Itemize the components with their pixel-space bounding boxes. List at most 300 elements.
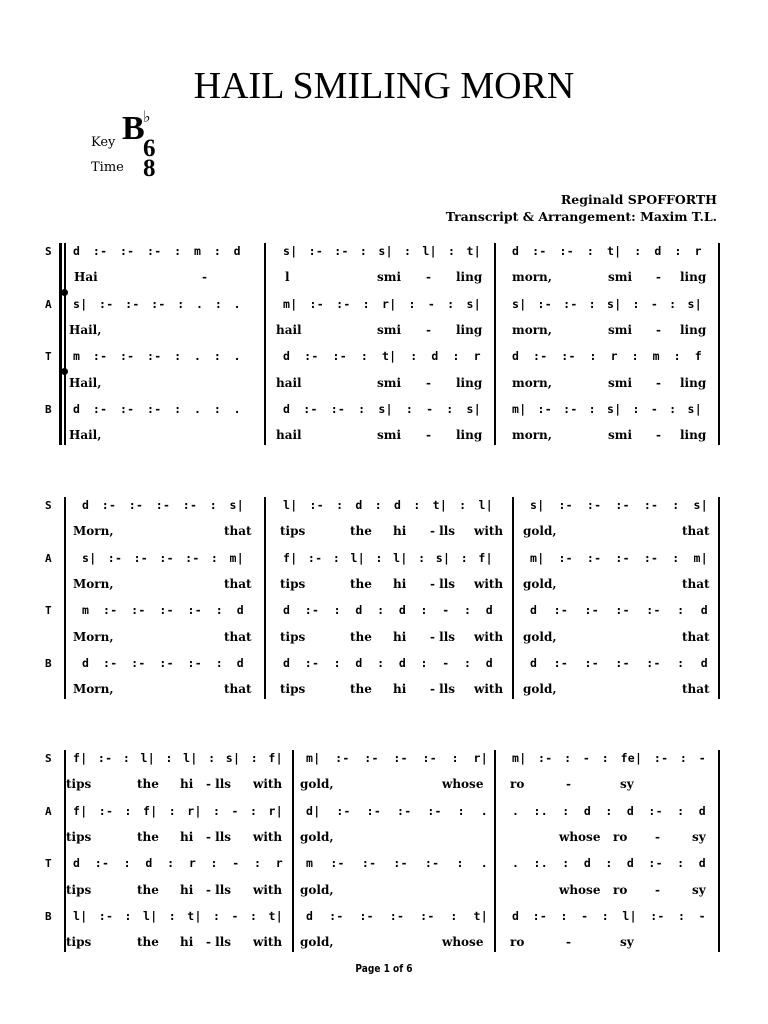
note-token: d xyxy=(398,603,407,618)
note-token: : xyxy=(405,401,414,416)
measure-notes xyxy=(306,855,488,871)
measure-notes xyxy=(512,243,702,259)
note-token: :- xyxy=(102,655,118,670)
note-token: :- xyxy=(653,751,669,765)
note-token: - xyxy=(698,908,706,923)
lyric-syllable: ling xyxy=(680,375,707,390)
lyric-syllable: gold, xyxy=(300,935,334,950)
note-token: :- xyxy=(393,751,408,765)
note-token: :- xyxy=(335,751,350,765)
lyric-syllable: - lls xyxy=(430,524,456,539)
lyric-syllable: - xyxy=(656,428,661,443)
note-token: s| xyxy=(466,401,481,416)
note-token: :- xyxy=(119,401,135,416)
note-token: : xyxy=(362,296,370,311)
lyric-syllable: hi xyxy=(393,682,407,697)
lyric-syllable: that xyxy=(682,576,710,591)
score-system xyxy=(0,497,768,707)
notes-row-a xyxy=(0,296,768,312)
lyric-syllable: morn, xyxy=(512,375,552,390)
note-token: d xyxy=(236,655,244,670)
note-token: . xyxy=(233,401,241,416)
lyric-syllable: smi xyxy=(608,375,633,390)
note-token: : xyxy=(167,856,175,871)
note-token: d xyxy=(145,856,153,871)
note-token: : xyxy=(634,244,642,258)
note-token: :- xyxy=(563,296,578,311)
lyric-syllable: ling xyxy=(680,322,707,337)
lyric-syllable: - lls xyxy=(430,576,456,591)
lyric-syllable: - lls xyxy=(206,882,232,897)
note-token: s| xyxy=(283,244,298,258)
note-token: :- xyxy=(646,603,661,618)
note-token: : xyxy=(669,296,677,311)
lyric-syllable: hi xyxy=(180,829,194,844)
note-token: d xyxy=(355,498,363,512)
note-token: : xyxy=(212,908,221,923)
note-token: :- xyxy=(159,550,174,565)
note-token: : xyxy=(677,603,685,618)
note-token: : xyxy=(672,498,680,512)
note-token: :- xyxy=(187,603,202,618)
voice-label-t: T xyxy=(45,350,52,364)
note-token: :- xyxy=(119,244,135,258)
measure-notes xyxy=(283,348,481,364)
note-token: :- xyxy=(366,803,382,818)
measure-notes xyxy=(283,296,481,312)
lyric-syllable: tips xyxy=(280,629,306,644)
lyric-syllable: ling xyxy=(456,375,483,390)
note-token: m| xyxy=(693,550,708,565)
lyric-syllable: that xyxy=(682,524,710,539)
lyric-syllable: the xyxy=(137,829,159,844)
note-token: : xyxy=(212,803,221,818)
lyric-syllable: Hail, xyxy=(69,322,102,337)
note-token: : xyxy=(209,498,217,512)
note-token: f| xyxy=(142,803,158,818)
measure-notes xyxy=(283,602,493,618)
measure-notes xyxy=(73,296,241,312)
note-token: :- xyxy=(615,655,630,670)
lyric-syllable: - xyxy=(426,270,431,285)
measure-notes xyxy=(512,855,706,871)
lyrics-row-a xyxy=(0,576,768,592)
note-token: l| xyxy=(422,244,437,258)
note-token: :- xyxy=(330,856,345,871)
note-token: d xyxy=(431,349,439,364)
notes-row-s xyxy=(0,750,768,766)
note-token: m xyxy=(306,856,314,871)
lyric-syllable: - xyxy=(655,829,660,844)
note-token: : xyxy=(250,908,258,923)
lyrics-row-s xyxy=(0,776,768,792)
measure-notes xyxy=(530,602,708,618)
lyrics-row-t xyxy=(0,882,768,898)
measure-notes xyxy=(512,908,706,924)
note-token: s| xyxy=(225,751,241,765)
lyric-syllable: - xyxy=(566,935,571,950)
note-token: :- xyxy=(558,498,573,512)
note-token: . xyxy=(480,803,488,818)
lyrics-row-b xyxy=(0,681,768,697)
note-token: d xyxy=(73,401,81,416)
note-token: :- xyxy=(537,401,552,416)
lyric-syllable: tips xyxy=(66,935,92,950)
note-token: m| xyxy=(512,751,527,765)
note-token: :- xyxy=(359,908,374,923)
note-token: d xyxy=(700,603,708,618)
note-token: d xyxy=(82,655,90,670)
note-token: : xyxy=(174,244,182,258)
note-token: : xyxy=(377,655,385,670)
note-token: d xyxy=(626,856,635,871)
note-token: d xyxy=(512,908,520,923)
lyric-syllable: Hai xyxy=(74,270,98,285)
note-token: :- xyxy=(584,603,599,618)
note-token: . xyxy=(480,856,488,871)
note-token: d xyxy=(398,655,407,670)
note-token: r| xyxy=(187,803,202,818)
lyric-syllable: ro xyxy=(613,829,628,844)
note-token: :- xyxy=(336,803,351,818)
note-token: : xyxy=(215,655,223,670)
note-token: : xyxy=(562,856,570,871)
note-token: : xyxy=(451,751,459,765)
note-token: :- xyxy=(424,856,440,871)
note-token: : xyxy=(174,401,182,416)
lyric-syllable: that xyxy=(224,682,252,697)
note-token: :- xyxy=(364,751,379,765)
lyric-syllable: smi xyxy=(377,270,402,285)
note-token: : xyxy=(124,803,132,818)
note-token: : xyxy=(450,908,458,923)
note-token: : xyxy=(403,244,412,258)
lyrics-row-b xyxy=(0,427,768,443)
note-token: f| xyxy=(73,803,88,818)
note-token: d| xyxy=(306,803,321,818)
note-token: : xyxy=(588,296,596,311)
note-token: :- xyxy=(308,244,324,258)
note-token: :- xyxy=(643,498,659,512)
note-token: :- xyxy=(646,655,661,670)
notes-row-a xyxy=(0,550,768,566)
note-token: s| xyxy=(693,498,708,512)
voice-label-s: S xyxy=(45,499,52,512)
lyric-syllable: hi xyxy=(393,524,407,539)
note-token: : xyxy=(677,655,685,670)
lyric-syllable: hi xyxy=(180,935,194,950)
lyric-syllable: tips xyxy=(280,576,306,591)
voice-label-s: S xyxy=(45,245,52,258)
note-token: : xyxy=(586,244,595,258)
lyric-syllable: - xyxy=(656,322,661,337)
note-token: :- xyxy=(559,244,574,258)
note-token: d xyxy=(485,655,493,670)
note-token: :- xyxy=(155,498,171,512)
note-token: :- xyxy=(393,856,408,871)
lyric-syllable: smi xyxy=(608,322,633,337)
note-token: :- xyxy=(147,401,162,416)
voice-label-t: T xyxy=(45,604,52,618)
measure-notes xyxy=(73,803,283,819)
note-token: : xyxy=(677,856,685,871)
note-token: : xyxy=(168,803,176,818)
measure-notes xyxy=(73,855,283,871)
note-token: : xyxy=(332,550,341,565)
note-token: r| xyxy=(473,751,488,765)
note-token: : xyxy=(408,296,416,311)
time-signature-bottom: 8 xyxy=(143,155,156,182)
lyric-syllable: the xyxy=(350,576,372,591)
lyric-syllable: gold, xyxy=(523,576,557,591)
note-token: :- xyxy=(304,603,320,618)
note-token: : xyxy=(463,603,472,618)
lyric-syllable: gold, xyxy=(523,629,557,644)
lyric-syllable: tips xyxy=(280,682,306,697)
lyric-syllable: ling xyxy=(456,270,483,285)
note-token: : xyxy=(460,550,468,565)
measure-notes xyxy=(73,348,241,364)
note-token: :- xyxy=(131,655,146,670)
note-token: :- xyxy=(128,498,144,512)
note-token: : xyxy=(358,401,366,416)
lyric-syllable: gold, xyxy=(523,524,557,539)
lyric-syllable: ro xyxy=(510,935,525,950)
note-token: : xyxy=(420,603,428,618)
lyric-syllable: that xyxy=(224,629,252,644)
note-token: . xyxy=(193,349,202,364)
note-token: :- xyxy=(159,655,174,670)
measure-notes xyxy=(530,497,708,513)
lyric-syllable: that xyxy=(682,682,710,697)
note-token: d xyxy=(530,603,538,618)
note-token: :- xyxy=(532,908,548,923)
lyric-syllable: ling xyxy=(456,322,483,337)
lyric-syllable: that xyxy=(224,576,252,591)
lyric-syllable: - xyxy=(426,322,431,337)
lyric-syllable: smi xyxy=(608,270,633,285)
note-token: d xyxy=(233,244,241,258)
note-token: : xyxy=(168,908,176,923)
note-token: :- xyxy=(102,603,118,618)
measure-notes xyxy=(73,401,241,417)
note-token: : xyxy=(456,856,464,871)
lyric-syllable: the xyxy=(137,777,159,792)
note-token: : xyxy=(360,349,369,364)
lyric-syllable: smi xyxy=(377,375,402,390)
note-token: : xyxy=(589,349,597,364)
note-token: : xyxy=(215,603,223,618)
note-token: d xyxy=(283,349,291,364)
lyric-syllable: hi xyxy=(180,777,194,792)
note-token: m xyxy=(82,603,90,618)
lyric-syllable: sy xyxy=(620,777,634,792)
note-token: f| xyxy=(73,751,88,765)
note-token: :- xyxy=(304,349,319,364)
voice-label-s: S xyxy=(45,752,52,765)
lyric-syllable: tips xyxy=(280,524,306,539)
note-token: :- xyxy=(131,603,146,618)
lyric-syllable: tips xyxy=(66,882,92,897)
note-token: f| xyxy=(283,550,298,565)
lyric-syllable: whose xyxy=(442,777,484,792)
time-signature-top: 6 xyxy=(143,135,156,162)
note-token: :- xyxy=(537,296,552,311)
lyric-syllable: hi xyxy=(393,629,407,644)
note-token: d xyxy=(530,655,538,670)
note-token: m| xyxy=(306,751,321,765)
note-token: : xyxy=(333,603,341,618)
note-token: d xyxy=(73,244,81,258)
note-token: : xyxy=(123,856,131,871)
note-token: r xyxy=(188,856,197,871)
note-token: :- xyxy=(147,244,162,258)
note-token: d xyxy=(485,603,493,618)
lyric-syllable: with xyxy=(474,576,504,591)
note-token: :- xyxy=(107,550,123,565)
lyrics-row-t xyxy=(0,375,768,391)
note-token: . xyxy=(193,401,202,416)
note-token: d xyxy=(654,244,662,258)
note-token: - xyxy=(650,296,659,311)
time-label: Time xyxy=(91,160,124,175)
note-token: : xyxy=(124,908,132,923)
note-token: :- xyxy=(584,655,599,670)
note-token: :. xyxy=(533,803,548,818)
note-token: :- xyxy=(125,296,140,311)
note-token: : xyxy=(177,296,185,311)
note-token: : xyxy=(375,550,383,565)
note-token: :- xyxy=(182,498,198,512)
lyric-syllable: morn, xyxy=(512,270,552,285)
note-token: l| xyxy=(142,908,158,923)
voice-label-a: A xyxy=(45,297,52,311)
note-token: :- xyxy=(133,550,149,565)
lyric-syllable: hail xyxy=(276,322,302,337)
note-token: r xyxy=(610,349,618,364)
note-token: :- xyxy=(92,349,108,364)
note-token: :- xyxy=(586,498,602,512)
notes-row-t xyxy=(0,348,768,364)
note-token: : xyxy=(374,498,382,512)
note-token: :- xyxy=(99,296,114,311)
note-token: - xyxy=(581,908,589,923)
lyric-syllable: morn, xyxy=(512,428,552,443)
voice-label-a: A xyxy=(45,804,52,818)
lyric-syllable: that xyxy=(224,524,252,539)
note-token: :- xyxy=(147,349,162,364)
note-token: : xyxy=(605,856,613,871)
lyric-syllable: gold, xyxy=(523,682,557,697)
measure-notes xyxy=(512,803,706,819)
note-token: l| xyxy=(183,751,198,765)
note-token: : xyxy=(632,401,640,416)
measure-notes xyxy=(82,602,244,618)
note-token: :- xyxy=(650,908,665,923)
lyric-syllable: gold, xyxy=(300,777,334,792)
note-token: s| xyxy=(229,498,244,512)
measure-notes xyxy=(306,908,488,924)
note-token: - xyxy=(232,856,240,871)
note-token: . xyxy=(512,803,520,818)
note-token: :- xyxy=(420,908,435,923)
note-token: : xyxy=(457,803,465,818)
note-token: d xyxy=(626,803,635,818)
note-token: d xyxy=(698,803,706,818)
note-token: s| xyxy=(378,244,393,258)
note-token: s| xyxy=(435,550,451,565)
lyric-syllable: whose xyxy=(442,935,484,950)
page-number: Page 1 of 6 xyxy=(355,962,413,975)
lyric-syllable: with xyxy=(474,524,504,539)
voice-label-a: A xyxy=(45,551,52,565)
note-token: :- xyxy=(187,655,202,670)
lyrics-row-t xyxy=(0,629,768,645)
lyric-syllable: l xyxy=(285,270,290,285)
measure-notes xyxy=(512,401,702,417)
note-token: :- xyxy=(101,498,117,512)
lyric-syllable: the xyxy=(350,682,372,697)
note-token: t| xyxy=(606,244,622,258)
measure-notes xyxy=(530,550,708,566)
note-token: : xyxy=(250,803,258,818)
lyric-syllable: - xyxy=(426,428,431,443)
note-token: :- xyxy=(615,498,630,512)
measure-notes xyxy=(283,550,493,566)
note-token: :- xyxy=(561,349,576,364)
note-token: :- xyxy=(151,296,166,311)
lyric-syllable: - xyxy=(656,270,661,285)
measure-notes xyxy=(283,655,493,671)
note-token: l| xyxy=(73,908,88,923)
measure-notes xyxy=(306,750,488,766)
lyric-syllable: gold, xyxy=(300,882,334,897)
note-token: :- xyxy=(92,401,108,416)
note-token: :- xyxy=(330,401,346,416)
lyric-syllable: sy xyxy=(692,829,706,844)
note-token: m xyxy=(193,244,202,258)
note-token: - xyxy=(231,908,239,923)
note-token: s| xyxy=(687,401,702,416)
note-token: :- xyxy=(92,244,108,258)
note-token: : xyxy=(459,498,467,512)
note-token: t| xyxy=(473,908,488,923)
note-token: :- xyxy=(334,244,349,258)
lyric-syllable: ling xyxy=(680,270,707,285)
lyrics-row-a xyxy=(0,322,768,338)
measure-notes xyxy=(283,497,493,513)
lyric-syllable: whose xyxy=(559,829,601,844)
note-token: d xyxy=(512,244,520,258)
lyric-syllable: - lls xyxy=(206,829,232,844)
note-token: : xyxy=(214,296,223,311)
note-token: l| xyxy=(478,498,493,512)
note-token: r| xyxy=(268,803,283,818)
note-token: s| xyxy=(687,296,702,311)
note-token: - xyxy=(698,751,706,765)
note-token: . xyxy=(512,856,520,871)
lyric-syllable: hail xyxy=(276,428,302,443)
note-token: :- xyxy=(304,655,320,670)
measure-notes xyxy=(283,243,481,259)
note-token: : xyxy=(669,401,677,416)
note-token: :- xyxy=(558,550,573,565)
note-token: m xyxy=(73,349,81,364)
note-token: d xyxy=(283,401,291,416)
note-token: :- xyxy=(648,856,663,871)
note-token: m| xyxy=(229,550,244,565)
note-token: t| xyxy=(466,244,481,258)
